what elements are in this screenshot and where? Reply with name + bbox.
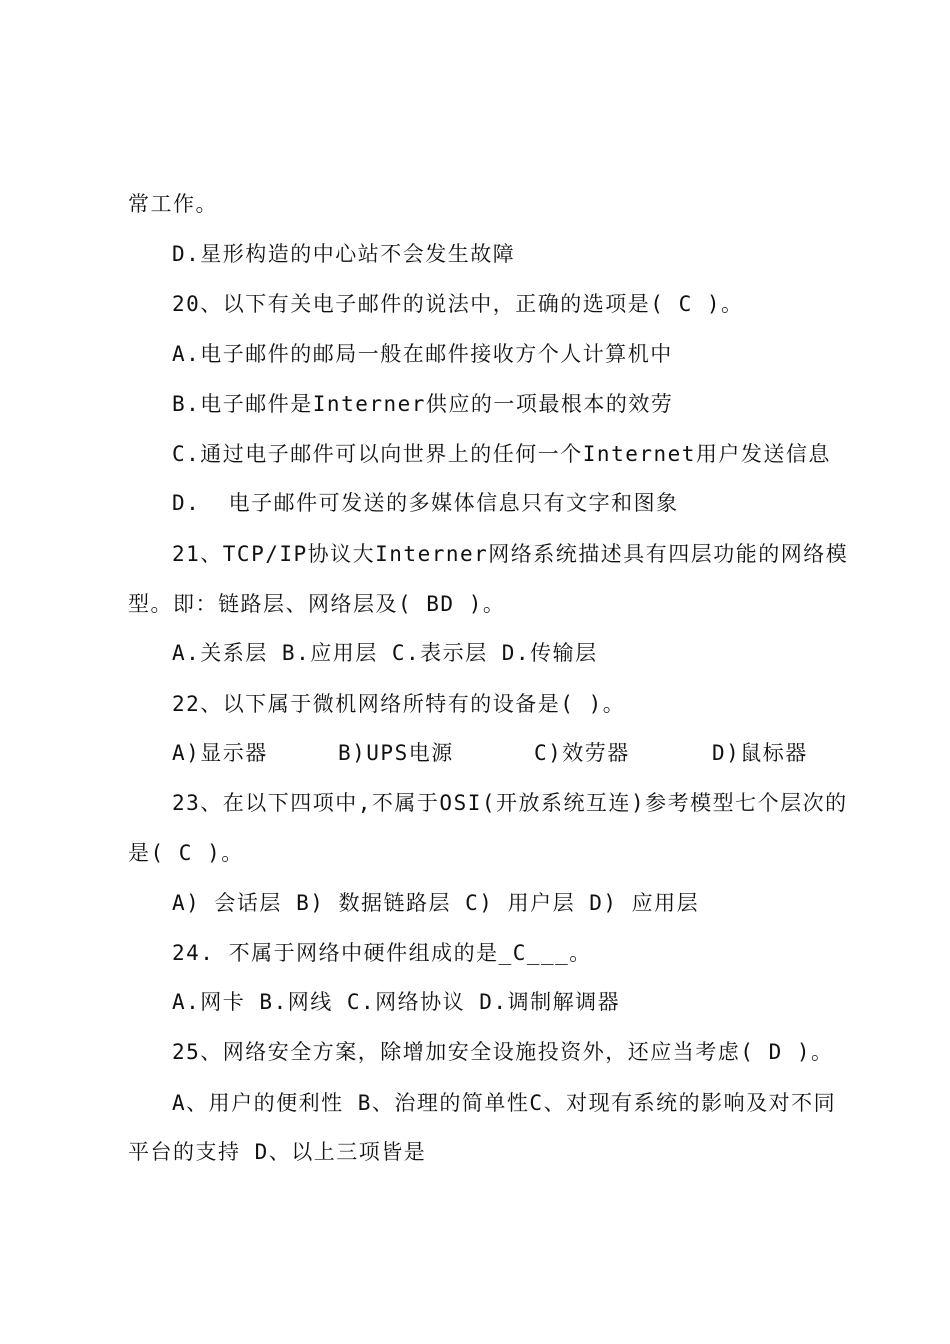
question-23: 23、在以下四项中,不属于OSI(开放系统互连)参考模型七个层次的 (172, 791, 848, 815)
question-21: 21、TCP/IP协议大Interner网络系统描述具有四层功能的网络模 (172, 542, 849, 566)
question-24: 24. 不属于网络中硬件组成的是_C___。 (172, 941, 592, 965)
text-line: D.星形构造的中心站不会发生故障 (172, 242, 516, 266)
option-line: A.关系层 B.应用层 C.表示层 D.传输层 (172, 641, 598, 665)
text-line: 是( C )。 (128, 841, 244, 865)
question-22: 22、以下属于微机网络所特有的设备是( )。 (172, 692, 626, 716)
option-line: C.通过电子邮件可以向世界上的任何一个Internet用户发送信息 (172, 442, 831, 466)
option-line: A) 会话层 B) 数据链路层 C) 用户层 D) 应用层 (172, 891, 700, 915)
q22-option-c: C)效劳器 (534, 741, 630, 765)
option-line: A、用户的便利性 B、治理的简单性C、对现有系统的影响及对不同 (172, 1091, 837, 1115)
option-line: D. 电子邮件可发送的多媒体信息只有文字和图象 (172, 491, 679, 515)
text-line: 平台的支持 D、以上三项皆是 (128, 1140, 427, 1164)
option-line: A.网卡 B.网线 C.网络协议 D.调制解调器 (172, 990, 621, 1014)
option-line: B.电子邮件是Interner供应的一项最根本的效劳 (172, 392, 674, 416)
text-line: 常工作。 (128, 192, 218, 216)
question-25: 25、网络安全方案，除增加安全设施投资外，还应当考虑( D )。 (172, 1040, 834, 1064)
option-line: A.电子邮件的邮局一般在邮件接收方个人计算机中 (172, 342, 673, 366)
text-line: 型。即：链路层、网络层及( BD )。 (128, 592, 506, 616)
question-20: 20、以下有关电子邮件的说法中，正确的选项是( C )。 (172, 292, 744, 316)
q22-option-a: A)显示器 (172, 741, 268, 765)
q22-option-d: D)鼠标器 (712, 741, 808, 765)
q22-option-b: B)UPS电源 (338, 741, 454, 765)
